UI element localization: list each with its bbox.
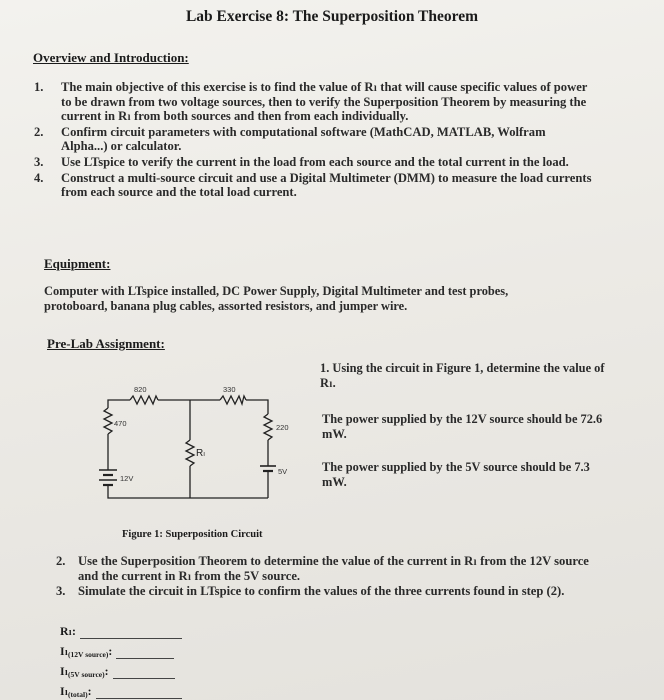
figure-caption: Figure 1: Superposition Circuit bbox=[122, 529, 263, 540]
label-r3: 470 bbox=[114, 419, 127, 428]
prelab-heading: Pre-Lab Assignment: bbox=[47, 336, 165, 351]
equipment-heading: Equipment: bbox=[44, 256, 111, 271]
resistor-330 bbox=[220, 396, 246, 404]
answer-il-5v: Iₗ $_{(5V source)}$ : bbox=[60, 663, 182, 679]
answer-il-total-blank[interactable] bbox=[96, 686, 182, 699]
answer-il-total: Iₗ $_{(total)}$ : bbox=[60, 683, 182, 699]
answer-rl: Rₗ: bbox=[60, 623, 182, 639]
resistor-820 bbox=[130, 396, 158, 404]
page-title: Lab Exercise 8: The Superposition Theorem bbox=[185, 8, 479, 25]
overview-list bbox=[34, 80, 594, 201]
equipment-text: Computer with LTspice installed, DC Power Supply, Digital Multimeter and test probes, protoboard, banana plug cables, assorted resistors, and jumper wire. bbox=[44, 284, 509, 313]
list-item: 3. Use LTspice to verify the current in the load from each source and the total current in the load. bbox=[34, 154, 569, 169]
power-5v-text: The power supplied by the 5V source should be 7.3 mW. bbox=[322, 460, 590, 489]
label-r1: 820 bbox=[134, 385, 147, 394]
resistor-470 bbox=[104, 408, 112, 434]
answer-il-12v-blank[interactable] bbox=[116, 646, 174, 659]
list-item: 4. Construct a multi-source circuit and use a Digital Multimeter (DMM) to measure the load currents from each source and the total load current. bbox=[34, 170, 592, 200]
answer-fields bbox=[60, 623, 182, 699]
prelab-question-1: 1. Using the circuit in Figure 1, determine the value of Rₗ. bbox=[320, 361, 605, 390]
answer-il-12v: Iₗ $_{(12V source)}$ : bbox=[60, 643, 182, 659]
list-item: 1. The main objective of this exercise is to find the value of Rₗ that will cause specific values of power to be drawn from two voltage sources, then to verify the Superposition Theorem by measuring the current in Rₗ from both sources and then from each individually. bbox=[34, 80, 588, 124]
superposition-circuit bbox=[90, 378, 310, 523]
list-item: 2. Use the Superposition Theorem to determine the value of the current in Rₗ from the 12V source and the current in Rₗ from the 5V source. bbox=[56, 554, 589, 583]
resistor-rl bbox=[186, 440, 194, 466]
resistor-220 bbox=[264, 414, 272, 440]
label-v1: 12V bbox=[120, 474, 134, 483]
label-r2: 330 bbox=[223, 385, 236, 394]
overview-heading: Overview and Introduction: bbox=[33, 50, 189, 65]
answer-il-5v-blank[interactable] bbox=[113, 666, 175, 679]
prelab-steps bbox=[56, 554, 596, 600]
power-12v-text: The power supplied by the 12V source should be 72.6 mW. bbox=[322, 412, 603, 441]
label-v2: 5V bbox=[278, 467, 288, 476]
list-item: 2. Confirm circuit parameters with computational software (MathCAD, MATLAB, Wolfram Alpha...) or calculator. bbox=[34, 124, 546, 154]
list-item: 3. Simulate the circuit in LTspice to confirm the values of the three currents found in step (2). bbox=[56, 584, 565, 599]
label-rl: Rₗ bbox=[196, 448, 205, 459]
answer-rl-blank[interactable] bbox=[80, 626, 182, 639]
label-r4: 220 bbox=[276, 423, 289, 432]
